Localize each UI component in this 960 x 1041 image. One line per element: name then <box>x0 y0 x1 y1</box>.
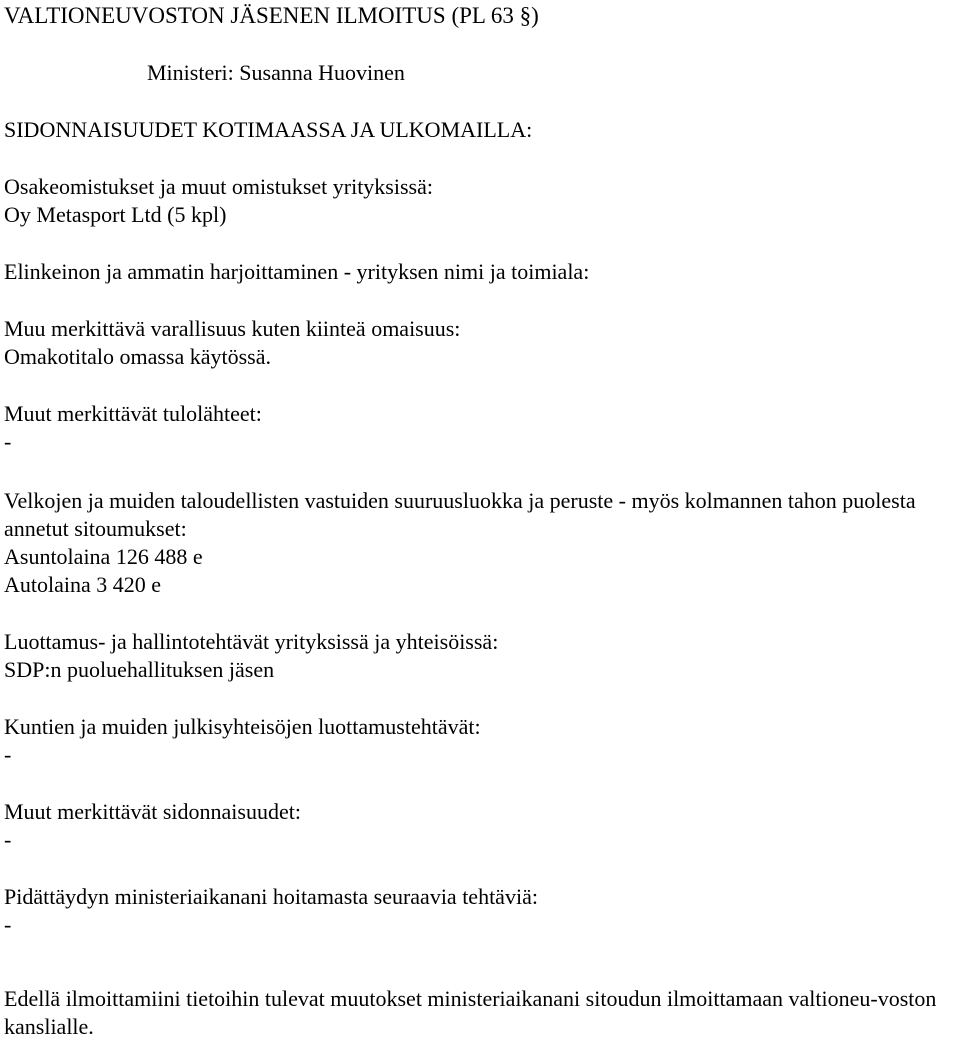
section-value-positions: SDP:n puoluehallituksen jäsen <box>4 657 275 682</box>
section-heading-other-ties: Muut merkittävät sidonnaisuudet: <box>4 799 301 824</box>
section-value-refrain: - <box>4 912 12 937</box>
section-heading-business: Elinkeinon ja ammatin harjoittaminen - yrityksen nimi ja toimiala: <box>4 259 590 284</box>
section-value-other-ties: - <box>4 827 12 852</box>
section-value-shareholdings: Oy Metasport Ltd (5 kpl) <box>4 202 227 227</box>
section-value-debts-1: Asuntolaina 126 488 e <box>4 544 203 569</box>
section-heading-income: Muut merkittävät tulolähteet: <box>4 401 262 426</box>
section-value-public-positions: - <box>4 742 12 767</box>
section-value-property: Omakotitalo omassa käytössä. <box>4 344 272 369</box>
minister-line: Ministeri: Susanna Huovinen <box>147 60 405 85</box>
section-heading-positions: Luottamus- ja hallintotehtävät yrityksissä ja yhteisöissä: <box>4 629 499 654</box>
section-value-income: - <box>4 429 12 454</box>
document-page <box>4 2 956 1041</box>
section-heading-refrain: Pidättäydyn ministeriaikanani hoitamasta seuraavia tehtäviä: <box>4 884 538 909</box>
section-heading-debts: Velkojen ja muiden taloudellisten vastuiden suuruusluokka ja peruste - myös kolmannen tahon puolesta annetut sitoumukset: <box>4 488 916 541</box>
section-heading-shareholdings: Osakeomistukset ja muut omistukset yrityksissä: <box>4 174 433 199</box>
sections-heading: SIDONNAISUUDET KOTIMAASSA JA ULKOMAILLA: <box>4 117 533 142</box>
footer-statement: Edellä ilmoittamiini tietoihin tulevat muutokset ministeriaikanani sitoudun ilmoittamaan valtioneu-voston kanslialle. <box>4 986 937 1039</box>
document-title: VALTIONEUVOSTON JÄSENEN ILMOITUS (PL 63 §) <box>4 3 539 28</box>
section-value-debts-2: Autolaina 3 420 e <box>4 572 162 597</box>
section-heading-public-positions: Kuntien ja muiden julkisyhteisöjen luottamustehtävät: <box>4 714 481 739</box>
section-heading-property: Muu merkittävä varallisuus kuten kiinteä omaisuus: <box>4 316 461 341</box>
